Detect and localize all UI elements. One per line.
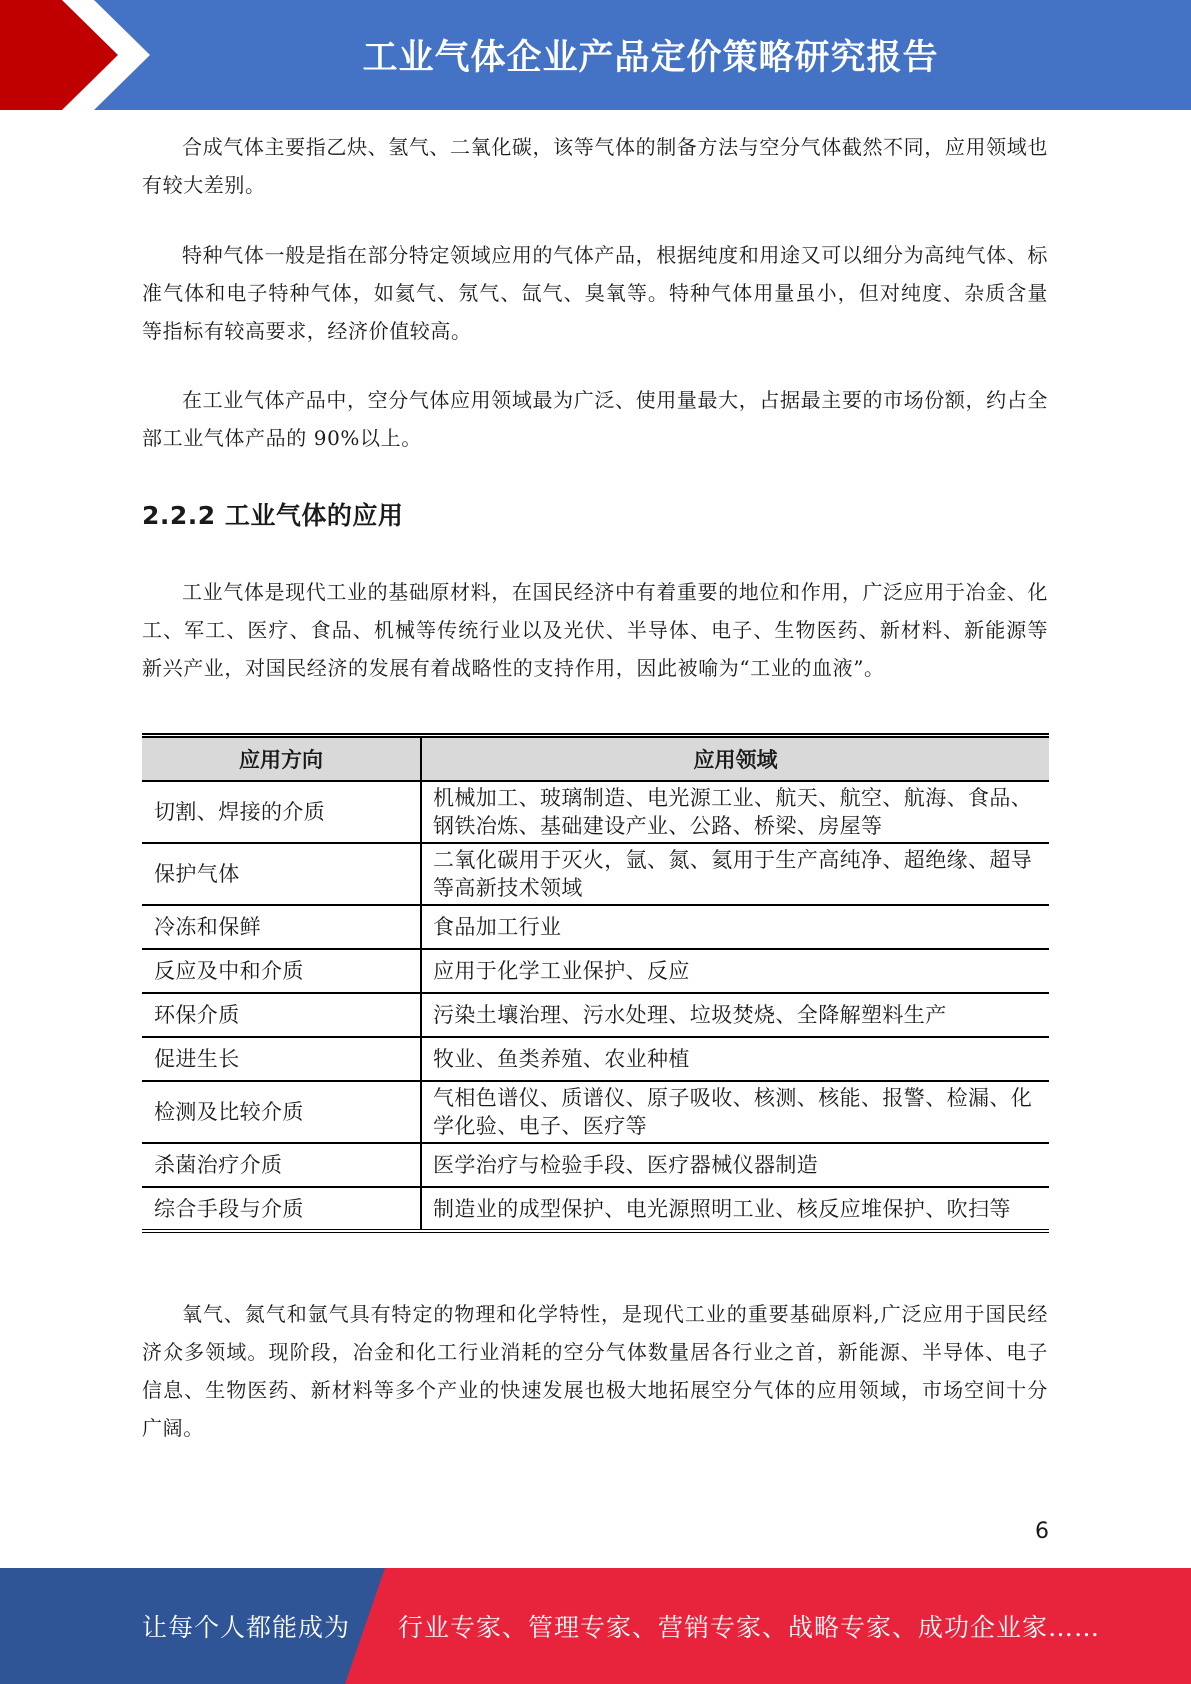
paragraph-air-separation-gases: 氧气、氮气和氩气具有特定的物理和化学特性，是现代工业的重要基础原料,广泛应用于国民经济众多领域。现阶段，冶金和化工行业消耗的空分气体数量居各行业之首，新能源、半导体、电子信息、生物医药、新材料等多个产业的快速发展也极大地拓展空分气体的应用领域，市场空间十分广阔。	[142, 1302, 1048, 1440]
table-row	[142, 1081, 1049, 1143]
table-row	[142, 781, 1049, 843]
table-cell-direction: 冷冻和保鲜	[142, 905, 421, 949]
page-footer	[0, 1568, 1191, 1684]
footer-slogan-left: 让每个人都能成为	[142, 1613, 351, 1642]
page-number: 6	[1035, 1519, 1049, 1544]
table-cell-field: 食品加工行业	[421, 905, 1049, 949]
table-cell-field: 牧业、鱼类养殖、农业种植	[421, 1037, 1049, 1081]
paragraph-industrial-gas-role: 工业气体是现代工业的基础原材料，在国民经济中有着重要的地位和作用，广泛应用于冶金、化工、军工、医疗、食品、机械等传统行业以及光伏、半导体、电子、生物医药、新材料、新能源等新兴产业，对国民经济的发展有着战略性的支持作用，因此被喻为“工业的血液”。	[142, 580, 1048, 680]
table-cell-field: 应用于化学工业保护、反应	[421, 949, 1049, 993]
paragraph-market-share: 在工业气体产品中，空分气体应用领域最为广泛、使用量最大，占据最主要的市场份额，约占全部工业气体产品的 90%以上。	[142, 388, 1048, 450]
table-cell-direction: 环保介质	[142, 993, 421, 1037]
table-row	[142, 1187, 1049, 1231]
column-header-direction: 应用方向	[142, 736, 421, 782]
table-row	[142, 905, 1049, 949]
table-cell-field: 污染土壤治理、污水处理、垃圾焚烧、全降解塑料生产	[421, 993, 1049, 1037]
section-heading: 2.2.2 工业气体的应用	[142, 501, 404, 530]
table-row	[142, 843, 1049, 905]
paragraph-synthetic-gases: 合成气体主要指乙炔、氢气、二氧化碳，该等气体的制备方法与空分气体截然不同，应用领域也有较大差别。	[142, 135, 1048, 197]
table-cell-direction: 综合手段与介质	[142, 1187, 421, 1231]
table-cell-field: 气相色谱仪、质谱仪、原子吸收、核测、核能、报警、检漏、化学化验、电子、医疗等	[421, 1081, 1049, 1143]
table-header-row	[142, 736, 1049, 782]
page-content	[142, 128, 1048, 1447]
page-header	[0, 0, 1191, 110]
table-row	[142, 1143, 1049, 1187]
table-cell-field: 医学治疗与检验手段、医疗器械仪器制造	[421, 1143, 1049, 1187]
table-cell-direction: 反应及中和介质	[142, 949, 421, 993]
column-header-field: 应用领域	[421, 736, 1049, 782]
table-cell-field: 机械加工、玻璃制造、电光源工业、航天、航空、航海、食品、钢铁冶炼、基础建设产业、公路、桥梁、房屋等	[421, 781, 1049, 843]
table-cell-direction: 检测及比较介质	[142, 1081, 421, 1143]
table-cell-field: 制造业的成型保护、电光源照明工业、核反应堆保护、吹扫等	[421, 1187, 1049, 1231]
application-table	[142, 733, 1049, 1233]
table-cell-field: 二氧化碳用于灭火，氩、氮、氦用于生产高纯净、超绝缘、超导等高新技术领域	[421, 843, 1049, 905]
table-cell-direction: 切割、焊接的介质	[142, 781, 421, 843]
table-row	[142, 993, 1049, 1037]
table-cell-direction: 促进生长	[142, 1037, 421, 1081]
table-cell-direction: 杀菌治疗介质	[142, 1143, 421, 1187]
paragraph-special-gases: 特种气体一般是指在部分特定领域应用的气体产品，根据纯度和用途又可以细分为高纯气体、标准气体和电子特种气体，如氦气、氖气、氙气、臭氧等。特种气体用量虽小，但对纯度、杂质含量等指标有较高要求，经济价值较高。	[142, 243, 1048, 343]
footer-slogan-right: 行业专家、管理专家、营销专家、战略专家、成功企业家……	[398, 1613, 1101, 1642]
table-row	[142, 949, 1049, 993]
table-row	[142, 1037, 1049, 1081]
application-table-wrapper	[142, 733, 1049, 1233]
report-title: 工业气体企业产品定价策略研究报告	[362, 38, 939, 78]
table-cell-direction: 保护气体	[142, 843, 421, 905]
